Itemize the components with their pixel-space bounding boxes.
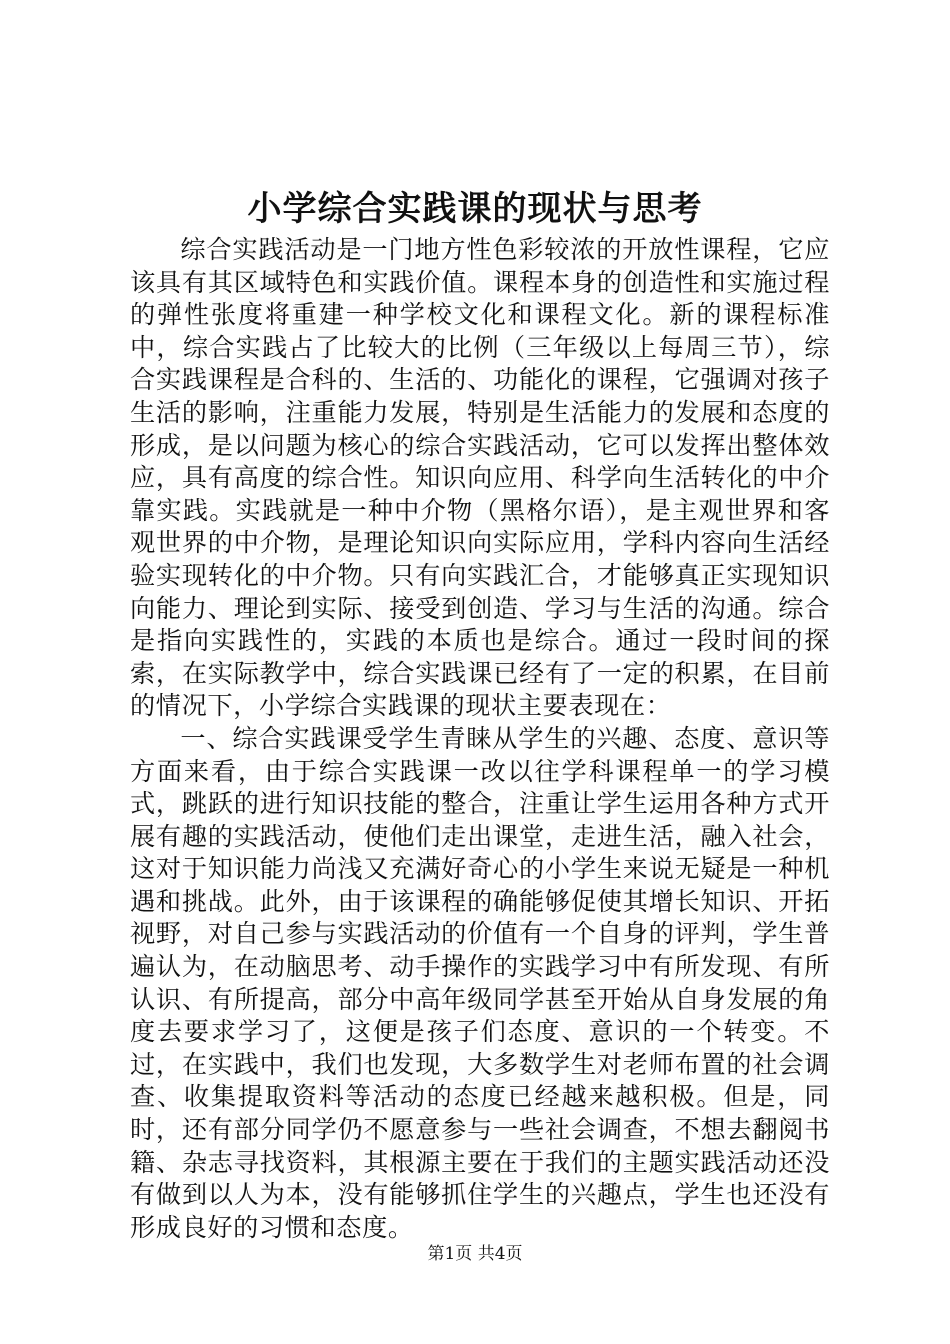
document-body [130,234,830,1244]
paragraph-section-one: 一、综合实践课受学生青睐从学生的兴趣、态度、意识等方面来看，由于综合实践课一改以往学科课程单一的学习模式，跳跃的进行知识技能的整合，注重让学生运用各种方式开展有趣的实践活动，使他们走出课堂，走进生活，融入社会，这对于知识能力尚浅又充满好奇心的小学生来说无疑是一种机遇和挑战。此外，由于该课程的确能够促使其增长知识、开拓视野，对自己参与实践活动的价值有一个自身的评判，学生普遍认为，在动脑思考、动手操作的实践学习中有所发现、有所认识、有所提高，部分中高年级同学甚至开始从自身发展的角度去要求学习了，这便是孩子们态度、意识的一个转变。不过，在实践中，我们也发现，大多数学生对老师布置的社会调查、收集提取资料等活动的态度已经越来越积极。但是，同时，还有部分同学仍不愿意参与一些社会调查，不想去翻阅书籍、杂志寻找资料，其根源主要在于我们的主题实践活动还没有做到以人为本，没有能够抓住学生的兴趣点，学生也还没有形成良好的习惯和态度。 [130,723,830,1242]
paragraph-intro: 综合实践活动是一门地方性色彩较浓的开放性课程，它应该具有其区域特色和实践价值。课程本身的创造性和实施过程的弹性张度将重建一种学校文化和课程文化。新的课程标准中，综合实践占了比较大的比例（三年级以上每周三节），综合实践课程是合科的、生活的、功能化的课程，它强调对孩子生活的影响，注重能力发展，特别是生活能力的发展和态度的形成，是以问题为核心的综合实践活动，它可以发挥出整体效应，具有高度的综合性。知识向应用、科学向生活转化的中介靠实践。实践就是一种中介物（黑格尔语），是主观世界和客观世界的中介物，是理论知识向实际应用，学科内容向生活经验实现转化的中介物。只有向实践汇合，才能够真正实现知识向能力、理论到实际、接受到创造、学习与生活的沟通。综合是指向实践性的，实践的本质也是综合。通过一段时间的探索，在实际教学中，综合实践课已经有了一定的积累，在目前的情况下，小学综合实践课的现状主要表现在： [130,235,830,721]
page-footer: 第1页 共4页 [427,1244,523,1264]
page-title: 小学综合实践课的现状与思考 [247,189,703,229]
